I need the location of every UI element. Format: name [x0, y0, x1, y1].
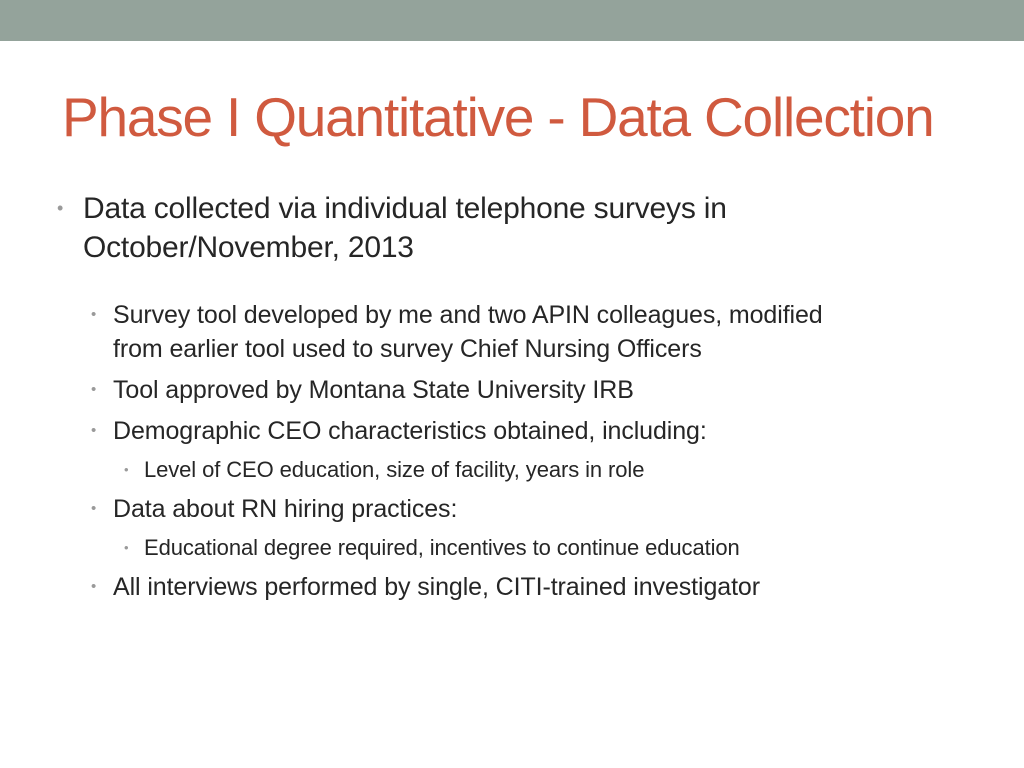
bullet-dot-icon: • [91, 578, 97, 595]
bullet-level1-data-collected [57, 189, 727, 267]
bullet-text-line: October/November, 2013 [83, 231, 414, 264]
bullet-dot-icon: • [91, 381, 97, 398]
slide-title: Phase I Quantitative - Data Collection [62, 86, 934, 148]
bullet-text-line: Educational degree required, incentives to continue education [144, 535, 740, 560]
bullet-text-line: Data about RN hiring practices: [113, 495, 458, 523]
bullet-text-line: Demographic CEO characteristics obtained, including: [113, 417, 707, 445]
bullet-level2-demographic [91, 414, 707, 448]
bullet-dot-icon: • [124, 462, 129, 477]
bullet-level2-rn-hiring [91, 492, 458, 526]
bullet-dot-icon: • [91, 422, 97, 439]
bullet-level3-educational-degree [124, 533, 740, 563]
bullet-level2-irb [91, 373, 634, 407]
bullet-level2-interviews [91, 570, 760, 604]
bullet-text-line: from earlier tool used to survey Chief Nursing Officers [113, 335, 702, 363]
bullet-text-line: Data collected via individual telephone surveys in [83, 192, 727, 225]
bullet-level2-survey-tool [91, 298, 823, 366]
bullet-dot-icon: • [124, 540, 129, 555]
bullet-level3-ceo-education [124, 455, 645, 485]
bullet-text-line: Tool approved by Montana State University IRB [113, 376, 634, 404]
bullet-dot-icon: • [91, 500, 97, 517]
bullet-text-line: All interviews performed by single, CITI-trained investigator [113, 573, 760, 601]
bullet-text-line: Level of CEO education, size of facility, years in role [144, 457, 645, 482]
bullet-text-line: Survey tool developed by me and two APIN colleagues, modified [113, 301, 823, 329]
bullet-dot-icon: • [57, 198, 64, 218]
bullet-dot-icon: • [91, 306, 97, 323]
